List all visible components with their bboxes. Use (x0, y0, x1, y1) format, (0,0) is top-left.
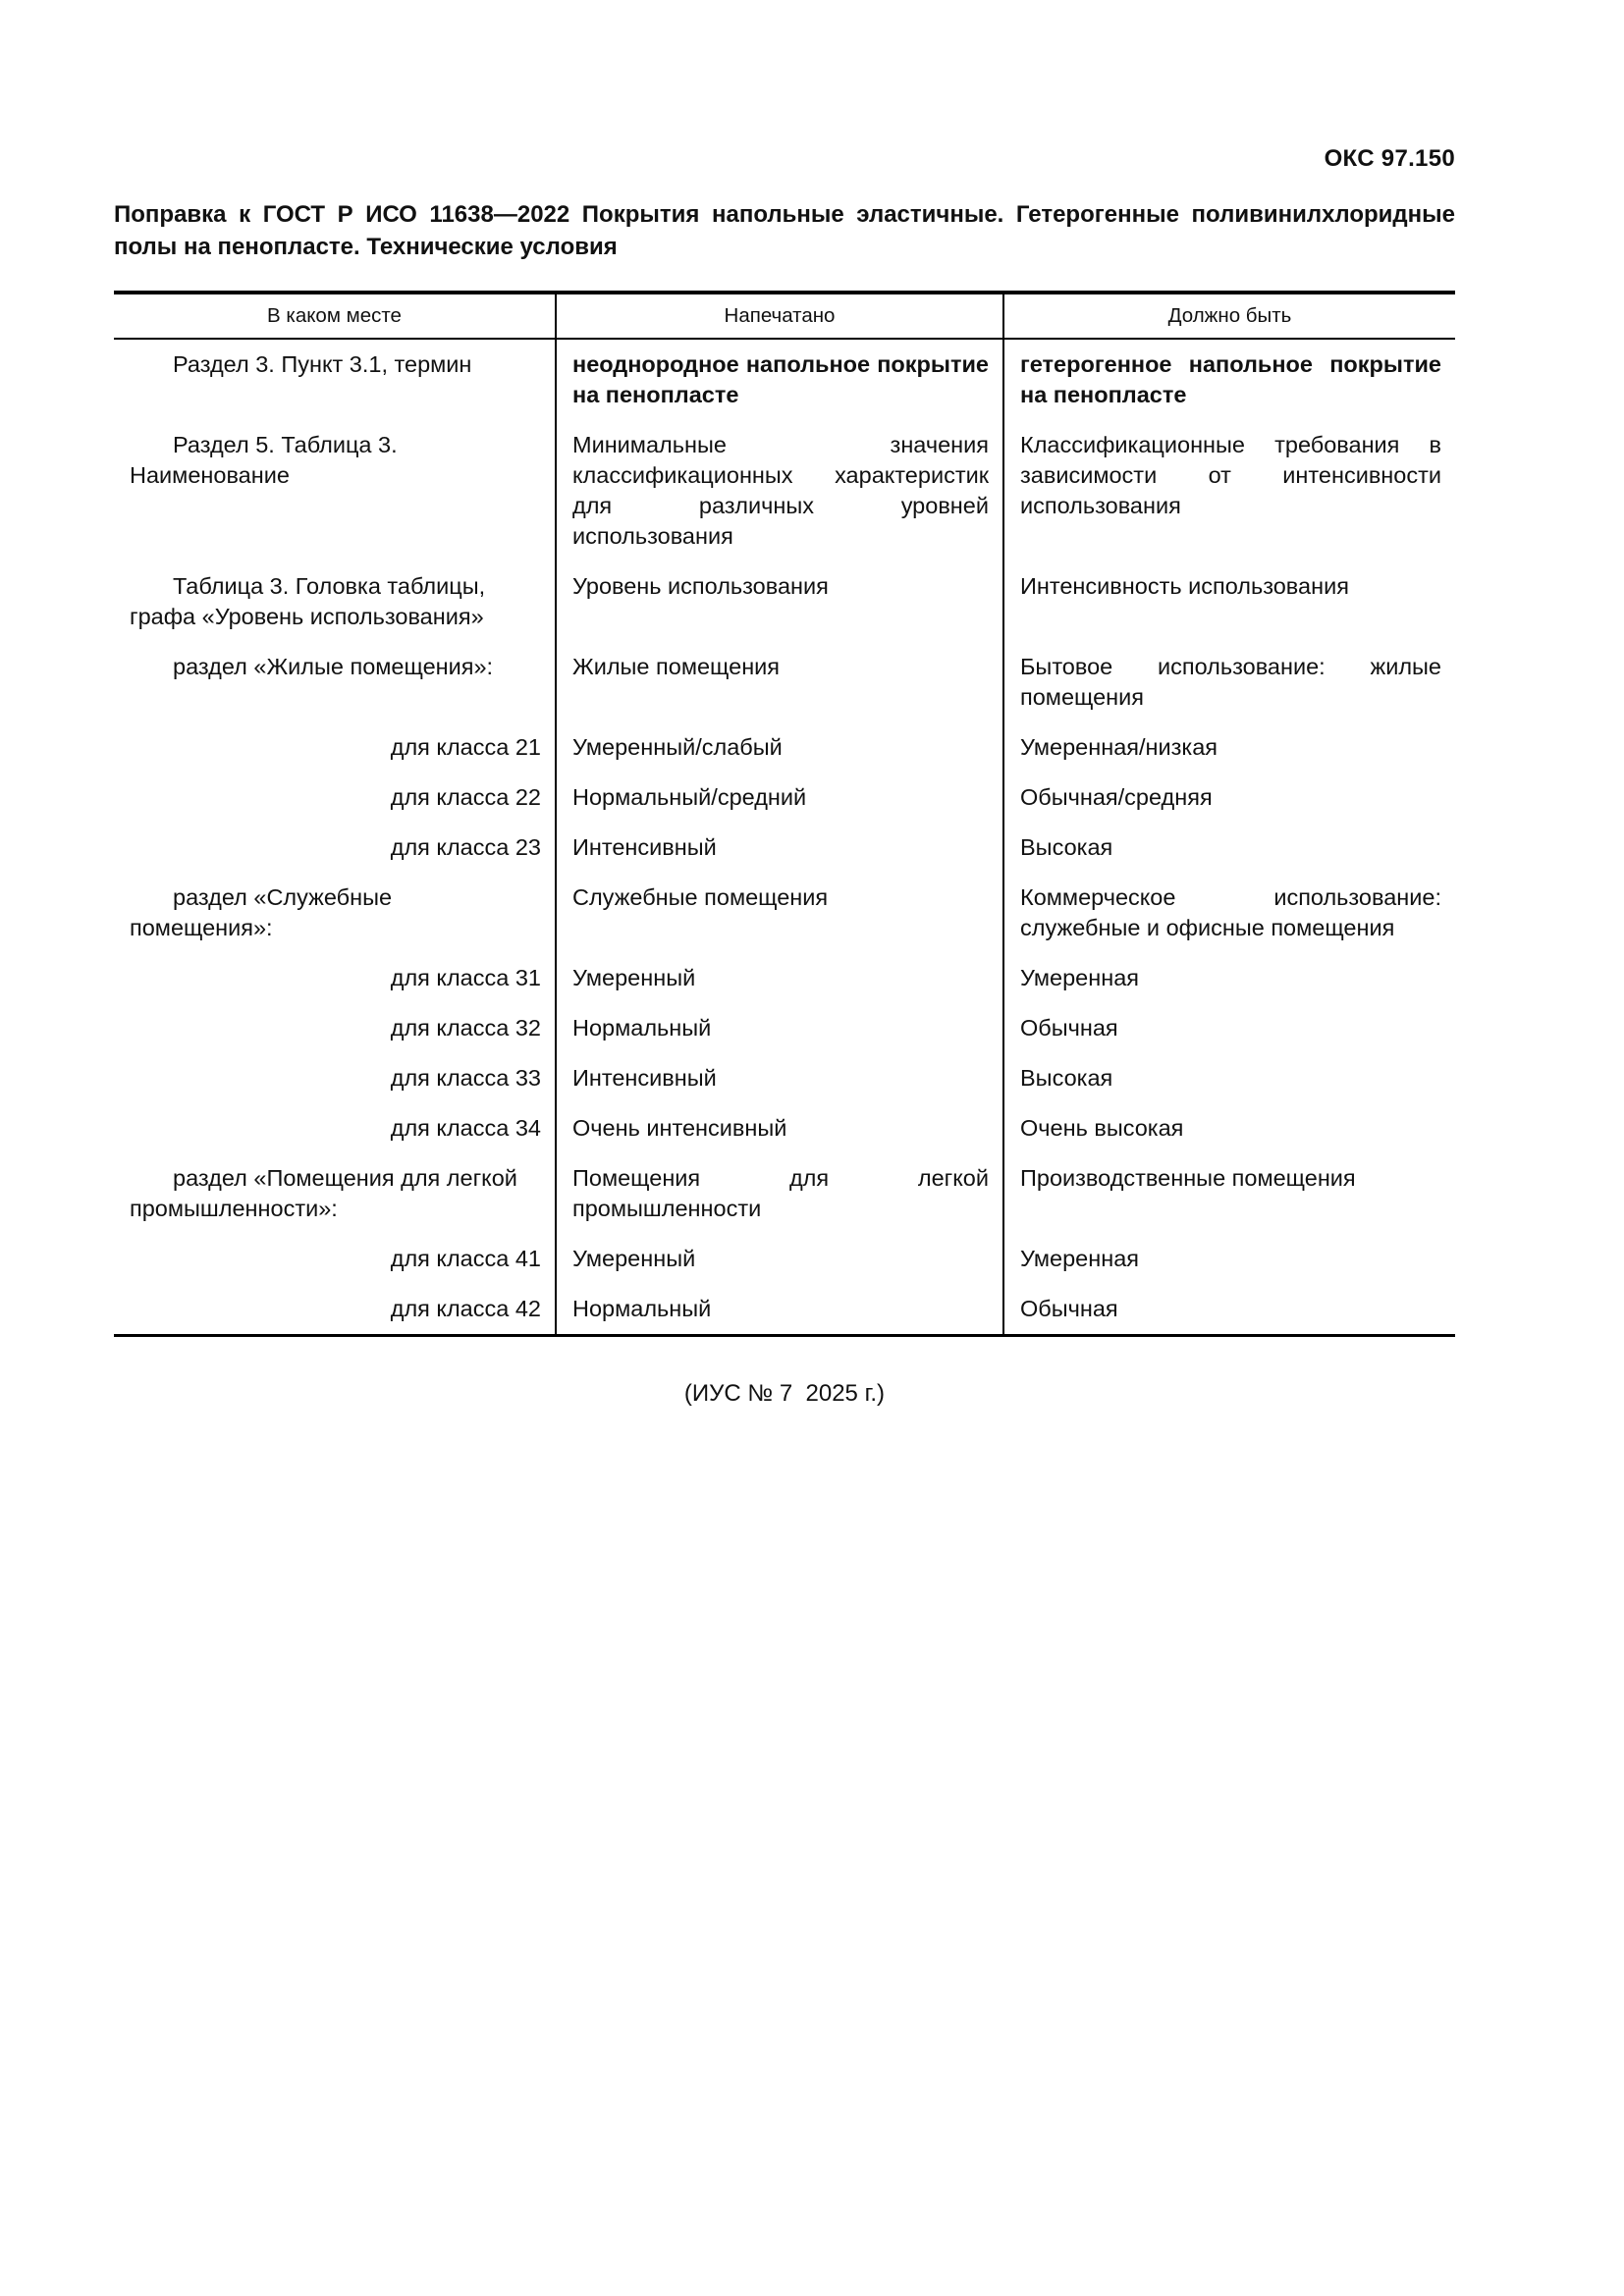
cell-place: раздел «Помещения для легкой промышленности»: (130, 1165, 517, 1222)
cell-should-be: гетерогенное напольное покрытие на пенопласте (1003, 339, 1455, 420)
table-header-row (114, 293, 1455, 339)
table-row (114, 953, 1455, 1003)
cell-printed: Нормальный (556, 1284, 1003, 1336)
table-row (114, 1284, 1455, 1336)
table-row (114, 1234, 1455, 1284)
cell-should-be: Обычная (1003, 1003, 1455, 1053)
cell-printed: Жилые помещения (556, 642, 1003, 722)
cell-place: для класса 32 (390, 1015, 541, 1041)
table-row (114, 1053, 1455, 1103)
table-row (114, 1103, 1455, 1153)
table-row (114, 722, 1455, 773)
cell-place: для класса 41 (390, 1246, 541, 1272)
header-place: В каком месте (114, 293, 556, 339)
table-row (114, 1153, 1455, 1234)
cell-printed: Минимальные значения классификационных характеристик для различных уровней использования (556, 420, 1003, 561)
cell-should-be: Высокая (1003, 1053, 1455, 1103)
cell-place: для класса 31 (390, 965, 541, 991)
table-row (114, 873, 1455, 953)
header-should-be: Должно быть (1003, 293, 1455, 339)
cell-should-be: Умеренная (1003, 1234, 1455, 1284)
cell-place: для класса 42 (390, 1296, 541, 1322)
cell-printed: неоднородное напольное покрытие на пенопласте (556, 339, 1003, 420)
table-body (114, 339, 1455, 1336)
table-header (114, 293, 1455, 339)
cell-place: раздел «Жилые помещения»: (173, 654, 494, 680)
page-content (114, 0, 1455, 1408)
cell-should-be: Умеренная/низкая (1003, 722, 1455, 773)
cell-printed: Служебные помещения (556, 873, 1003, 953)
cell-printed: Умеренный/слабый (556, 722, 1003, 773)
cell-should-be: Очень высокая (1003, 1103, 1455, 1153)
cell-should-be: Умеренная (1003, 953, 1455, 1003)
cell-place: Раздел 5. Таблица 3. Наименование (130, 432, 398, 489)
cell-place: Раздел 3. Пункт 3.1, термин (173, 351, 472, 378)
cell-printed: Нормальный (556, 1003, 1003, 1053)
table-row (114, 561, 1455, 642)
header-printed: Напечатано (556, 293, 1003, 339)
cell-should-be: Обычная/средняя (1003, 773, 1455, 823)
cell-place: для класса 23 (390, 834, 541, 861)
cell-printed: Уровень использования (556, 561, 1003, 642)
cell-should-be: Классификационные требования в зависимости от интенсивности использования (1003, 420, 1455, 561)
cell-should-be: Производственные помещения (1003, 1153, 1455, 1234)
cell-printed: Интенсивный (556, 1053, 1003, 1103)
cell-should-be: Высокая (1003, 823, 1455, 873)
issue-note: (ИУС № 7 2025 г.) (683, 1380, 886, 1408)
cell-place: для класса 22 (390, 784, 541, 811)
oks-code: ОКС 97.150 (1324, 145, 1455, 172)
table-row (114, 420, 1455, 561)
table-row (114, 773, 1455, 823)
cell-place: для класса 21 (390, 734, 541, 761)
cell-printed: Интенсивный (556, 823, 1003, 873)
page-title: Поправка к ГОСТ Р ИСО 11638—2022 Покрытия напольные эластичные. Гетерогенные поливинилхлоридные полы на пенопласте. Технические условия (114, 201, 1455, 261)
cell-printed: Помещения для легкой промышленности (556, 1153, 1003, 1234)
table-row (114, 823, 1455, 873)
cell-should-be: Бытовое использование: жилые помещения (1003, 642, 1455, 722)
cell-printed: Нормальный/средний (556, 773, 1003, 823)
cell-place: раздел «Служебные помещения»: (130, 884, 393, 941)
cell-printed: Умеренный (556, 953, 1003, 1003)
cell-should-be: Коммерческое использование: служебные и офисные помещения (1003, 873, 1455, 953)
cell-should-be: Обычная (1003, 1284, 1455, 1336)
cell-printed: Очень интенсивный (556, 1103, 1003, 1153)
table-row (114, 339, 1455, 420)
cell-place: Таблица 3. Головка таблицы, графа «Уровень использования» (130, 573, 486, 630)
cell-place: для класса 34 (390, 1115, 541, 1142)
table-row (114, 1003, 1455, 1053)
cell-should-be: Интенсивность использования (1003, 561, 1455, 642)
table-row (114, 642, 1455, 722)
cell-printed: Умеренный (556, 1234, 1003, 1284)
cell-place: для класса 33 (390, 1065, 541, 1092)
correction-table (114, 291, 1455, 1337)
